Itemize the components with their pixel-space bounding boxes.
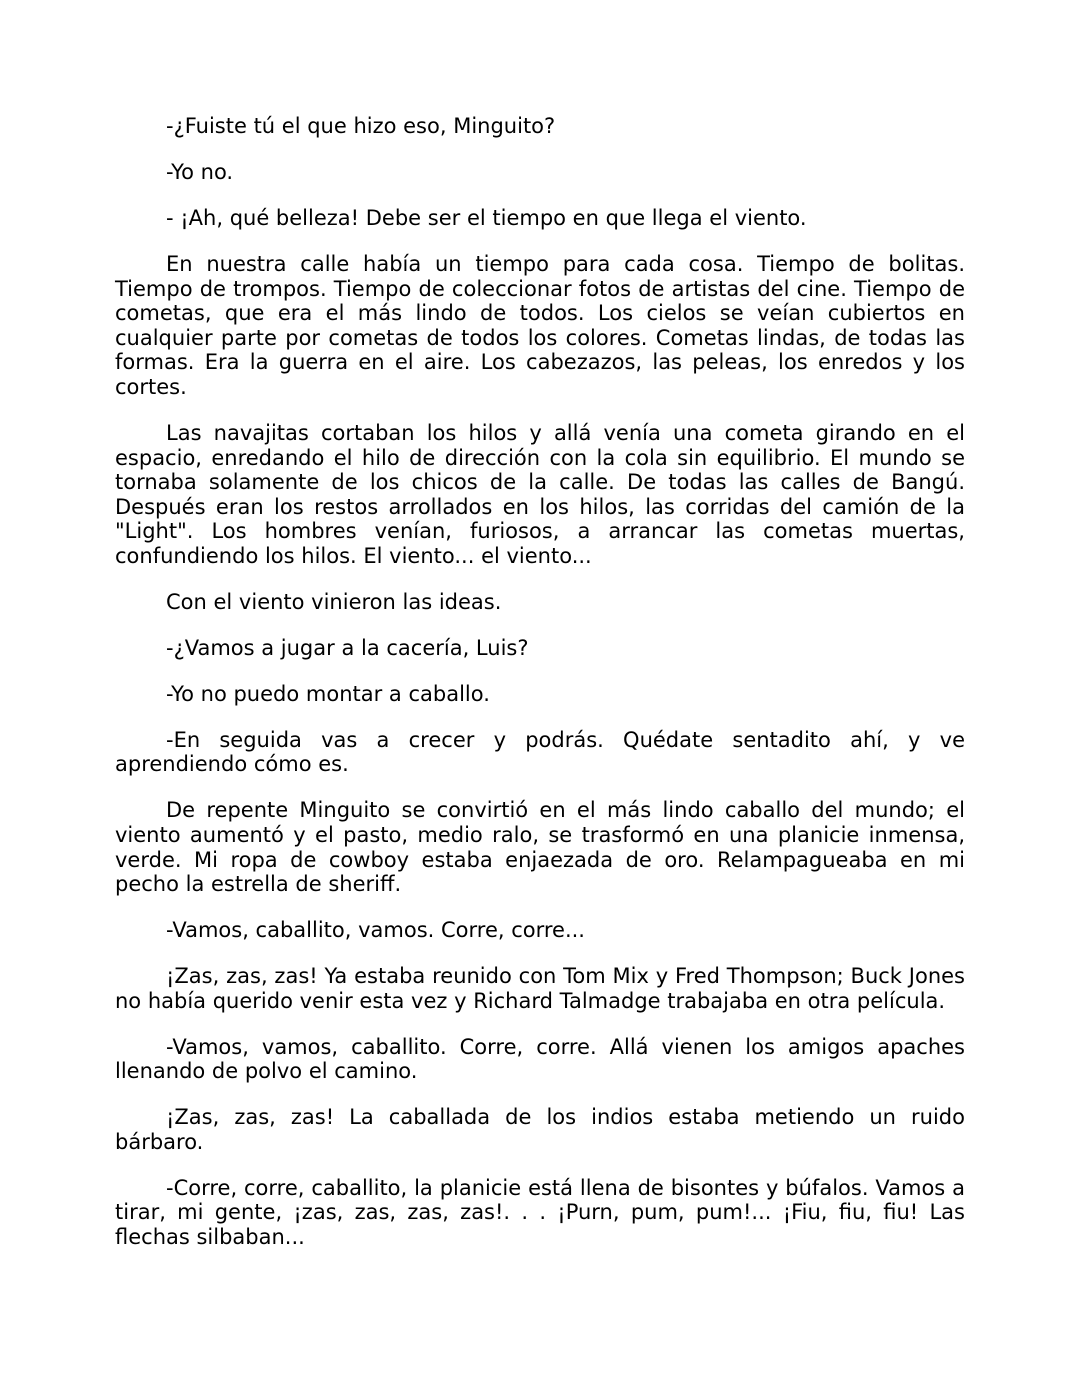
paragraph: -¿Fuiste tú el que hizo eso, Minguito?: [166, 114, 556, 138]
document-page: [115, 114, 965, 1250]
paragraph: De repente Minguito se convirtió en el más lindo caballo del mundo; el viento aumentó y el pasto, medio ralo, se trasformó en una planicie inmensa, verde. Mi ropa de cowboy estaba enjaezada de oro. Relampagueaba en mi pecho la estrella de sheriff.: [115, 798, 965, 897]
paragraph: ¡Zas, zas, zas! La caballada de los indios estaba metiendo un ruido bárbaro.: [115, 1105, 965, 1154]
paragraph: ¡Zas, zas, zas! Ya estaba reunido con Tom Mix y Fred Thompson; Buck Jones no había querido venir esta vez y Richard Talmadge trabajaba en otra película.: [115, 964, 965, 1013]
paragraph: -Vamos, caballito, vamos. Corre, corre...: [166, 918, 585, 943]
paragraph: - ¡Ah, qué belleza! Debe ser el tiempo en que llega el viento.: [166, 205, 807, 230]
paragraph: -Yo no puedo montar a caballo.: [166, 681, 490, 706]
paragraph: -En seguida vas a crecer y podrás. Quédate sentadito ahí, y ve aprendiendo cómo es.: [115, 727, 965, 777]
paragraph: Las navajitas cortaban los hilos y allá venía una cometa girando en el espacio, enredando el hilo de dirección con la cola sin equilibrio. El mundo se tornaba solamente de los chicos de la calle. De todas las calles de Bangú. Después eran los restos arrollados en los hilos, las corridas del camión de la "Light". Los hombres venían, furiosos, a arrancar las cometas muertas, confundiendo los hilos. El viento... el viento...: [115, 420, 965, 568]
paragraph: -Yo no.: [166, 159, 234, 184]
paragraph: En nuestra calle había un tiempo para cada cosa. Tiempo de bolitas. Tiempo de trompos. Tiempo de coleccionar fotos de artistas del cine. Tiempo de cometas, que era el más lindo de todos. Los cielos se veían cubiertos en cualquier parte por cometas de todos los colores. Cometas lindas, de todas las formas. Era la guerra en el aire. Los cabezazos, las peleas, los enredos y los cortes.: [115, 251, 965, 399]
paragraph: Con el viento vinieron las ideas.: [166, 589, 502, 614]
paragraph: -Corre, corre, caballito, la planicie está llena de bisontes y búfalos. Vamos a tirar, mi gente, ¡zas, zas, zas, zas!. . . ¡Purn, pum, pum!... ¡Fiu, fiu, fiu! Las flechas silbaban...: [115, 1175, 965, 1250]
paragraph: -¿Vamos a jugar a la cacería, Luis?: [166, 635, 529, 660]
paragraph: -Vamos, vamos, caballito. Corre, corre. Allá vienen los amigos apaches llenando de polvo el camino.: [115, 1034, 965, 1084]
